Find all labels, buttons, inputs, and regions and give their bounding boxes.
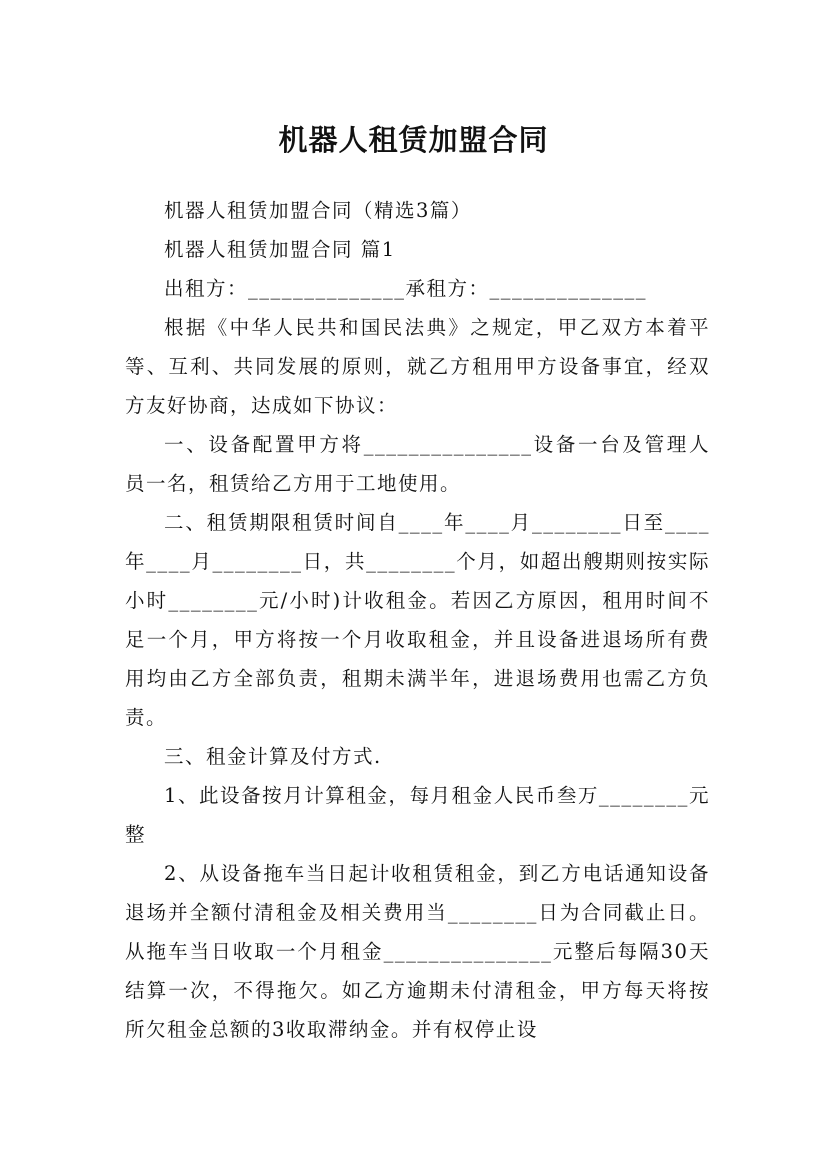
paragraph-subtitle: 机器人租赁加盟合同（精选3篇）: [164, 199, 472, 222]
document-title: 机器人租赁加盟合同: [278, 123, 549, 158]
paragraph-parties: 出租方：______________承租方：______________: [164, 277, 648, 300]
paragraph-clause-3: 三、租金计算及付方式.: [164, 745, 382, 768]
paragraph-clause-3-1: 1、此设备按月计算租金，每月租金人民币叁万________元整: [125, 784, 710, 846]
document-body: [125, 191, 710, 1049]
paragraph-clause-1: 一、设备配置甲方将_______________设备一台及管理人员一名，租赁给乙方用于工地使用。: [125, 433, 710, 495]
paragraph-preamble: 根据《中华人民共和国民法典》之规定，甲乙双方本着平等、互利、共同发展的原则，就乙方租用甲方设备事宜，经双方友好协商，达成如下协议：: [125, 316, 710, 417]
paragraph-clause-2: 二、租赁期限租赁时间自____年____月________日至____年____月________日，共________个月，如超出艘期则按实际小时________元/小时)计收租金。若因乙方原因，租用时间不足一个月，甲方将按一个月收取租金，并且设备进退场所有费用均由乙方全部负责，租期未满半年，进退场费用也需乙方负责。: [125, 511, 710, 729]
paragraph-clause-3-2: 2、从设备拖车当日起计收租赁租金，到乙方电话通知设备退场并全额付清租金及相关费用当________日为合同截止日。从拖车当日收取一个月租金_______________元整后每隔30天结算一次，不得拖欠。如乙方逾期未付清租金，甲方每天将按所欠租金总额的3收取滞纳金。并有权停止设: [125, 862, 710, 1041]
paragraph-section-heading: 机器人租赁加盟合同 篇1: [164, 238, 396, 261]
